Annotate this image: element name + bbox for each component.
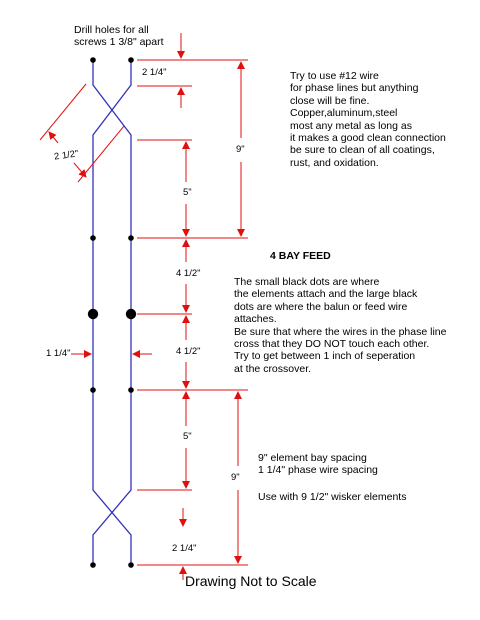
small-dot xyxy=(128,235,134,241)
dim-mid-4-1-2-lower: 4 1/2" xyxy=(176,346,201,357)
dim-lower-5: 5" xyxy=(183,431,192,442)
wisker-note: Use with 9 1/2" wisker elements xyxy=(258,491,407,503)
dots-note-line: The small black dots are where xyxy=(234,276,380,288)
small-dot xyxy=(128,387,134,393)
dimension-lines xyxy=(40,33,248,580)
wire-note xyxy=(290,70,446,169)
dim-top-2-1-4: 2 1/4" xyxy=(142,67,167,78)
wire-note-line: Copper,aluminum,steel xyxy=(290,107,398,120)
small-dot xyxy=(90,235,96,241)
phase-wires xyxy=(93,60,131,565)
dots-note-line: attaches. xyxy=(234,313,277,326)
feed-dot xyxy=(126,309,136,319)
small-dot xyxy=(128,562,134,568)
dim-phase-1-1-4: 1 1/4" xyxy=(46,348,71,359)
wire-note-line: Try to use #12 wire xyxy=(290,70,379,82)
small-dot xyxy=(128,57,134,63)
dim-top-9: 9" xyxy=(236,144,245,155)
small-dot xyxy=(90,57,96,63)
dim-mid-4-1-2-upper: 4 1/2" xyxy=(176,268,201,279)
bay-feed-heading: 4 BAY FEED xyxy=(270,250,331,262)
dim-bottom-9: 9" xyxy=(231,472,240,483)
dots-note-line: dots are where the balun or feed wire xyxy=(234,300,408,313)
dots-note-line: Try to get between 1 inch of seperation xyxy=(234,350,416,363)
dim-bottom-2-1-4: 2 1/4" xyxy=(172,543,197,554)
spacing-note xyxy=(258,452,378,477)
phase-wire-right xyxy=(93,60,131,565)
wire-note-line: close will be fine. xyxy=(290,94,370,107)
dots-note-line: Be sure that where the wires in the phase line xyxy=(234,325,447,338)
wire-note-line: be sure to clean of all coatings, xyxy=(290,144,435,157)
dots-note-line: the elements attach and the large black xyxy=(234,288,418,301)
feed-dot xyxy=(88,309,98,319)
drill-note-line: Drill holes for all xyxy=(74,24,149,36)
dots-note-line: at the crossover. xyxy=(234,362,312,375)
element-dots xyxy=(88,57,136,568)
drill-note xyxy=(74,24,164,49)
wire-note-line: rust, and oxidation. xyxy=(290,156,379,169)
spacing-note-line: 9" element bay spacing xyxy=(258,452,367,464)
wire-note-line: it makes a good clean connection xyxy=(290,132,446,145)
dots-note-line: cross that they DO NOT touch each other. xyxy=(234,338,430,351)
wire-note-line: most any metal as long as xyxy=(290,119,412,132)
dots-note xyxy=(234,276,446,375)
footer-caption: Drawing Not to Scale xyxy=(185,573,317,589)
small-dot xyxy=(90,562,96,568)
dim-diag-2-1-2: 2 1/2" xyxy=(53,148,80,163)
phase-wire-left xyxy=(93,60,131,565)
wire-note-line: for phase lines but anything xyxy=(290,82,419,95)
small-dot xyxy=(90,387,96,393)
drill-note-line: screws 1 3/8" apart xyxy=(74,36,164,49)
dim-upper-5: 5" xyxy=(183,187,192,198)
spacing-note-line: 1 1/4" phase wire spacing xyxy=(258,464,378,477)
